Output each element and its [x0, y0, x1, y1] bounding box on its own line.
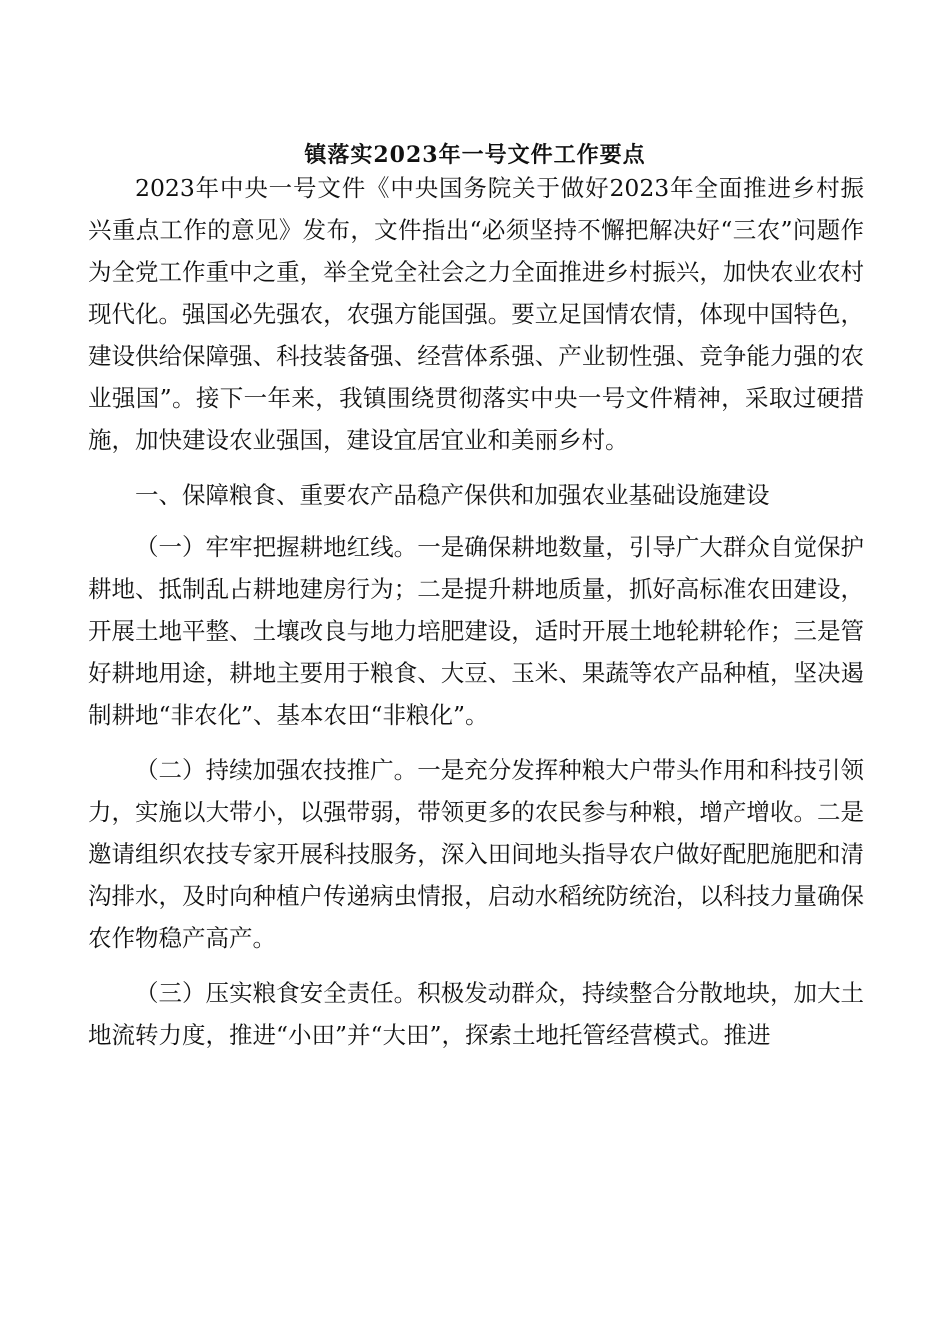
paragraph-agri-tech: （二）持续加强农技推广。一是充分发挥种粮大户带头作用和科技引领力，实施以大带小，以强带弱，带领更多的农民参与种粮，增产增收。二是邀请组织农技专家开展科技服务，深入田间地头指导农户做好配肥施肥和清沟排水，及时向种植户传递病虫情报，启动水稻统防统治，以科技力量确保农作物稳产高产。: [88, 756, 864, 952]
document-body: [88, 167, 864, 1069]
section-heading-1: 一、保障粮食、重要农产品稳产保供和加强农业基础设施建设: [135, 481, 770, 509]
paragraph-intro: 2023年中央一号文件《中央国务院关于做好2023年全面推进乡村振兴重点工作的意见》发布，文件指出“必须坚持不懈把解决好“三农”问题作为全党工作重中之重，举全党全社会之力全面推进乡村振兴，加快农业农村现代化。强国必先强农，农强方能国强。要立足国情农情，体现中国特色，建设供给保障强、科技装备强、经营体系强、产业韧性强、竞争能力强的农业强国”。接下一年来，我镇围绕贯彻落实中央一号文件精神，采取过硬措施，加快建设农业强国，建设宜居宜业和美丽乡村。: [88, 174, 864, 454]
paragraph-farmland: （一）牢牢把握耕地红线。一是确保耕地数量，引导广大群众自觉保护耕地、抵制乱占耕地建房行为；二是提升耕地质量，抓好高标准农田建设，开展土地平整、土壤改良与地力培肥建设，适时开展土地轮耕轮作；三是管好耕地用途，耕地主要用于粮食、大豆、玉米、果蔬等农产品种植，坚决遏制耕地“非农化”、基本农田“非粮化”。: [88, 533, 864, 729]
paragraph-grain-security: （三）压实粮食安全责任。积极发动群众，持续整合分散地块，加大土地流转力度，推进“小田”并“大田”，探索土地托管经营模式。推进: [88, 979, 864, 1049]
document-title: 镇落实2023年一号文件工作要点: [304, 142, 646, 168]
